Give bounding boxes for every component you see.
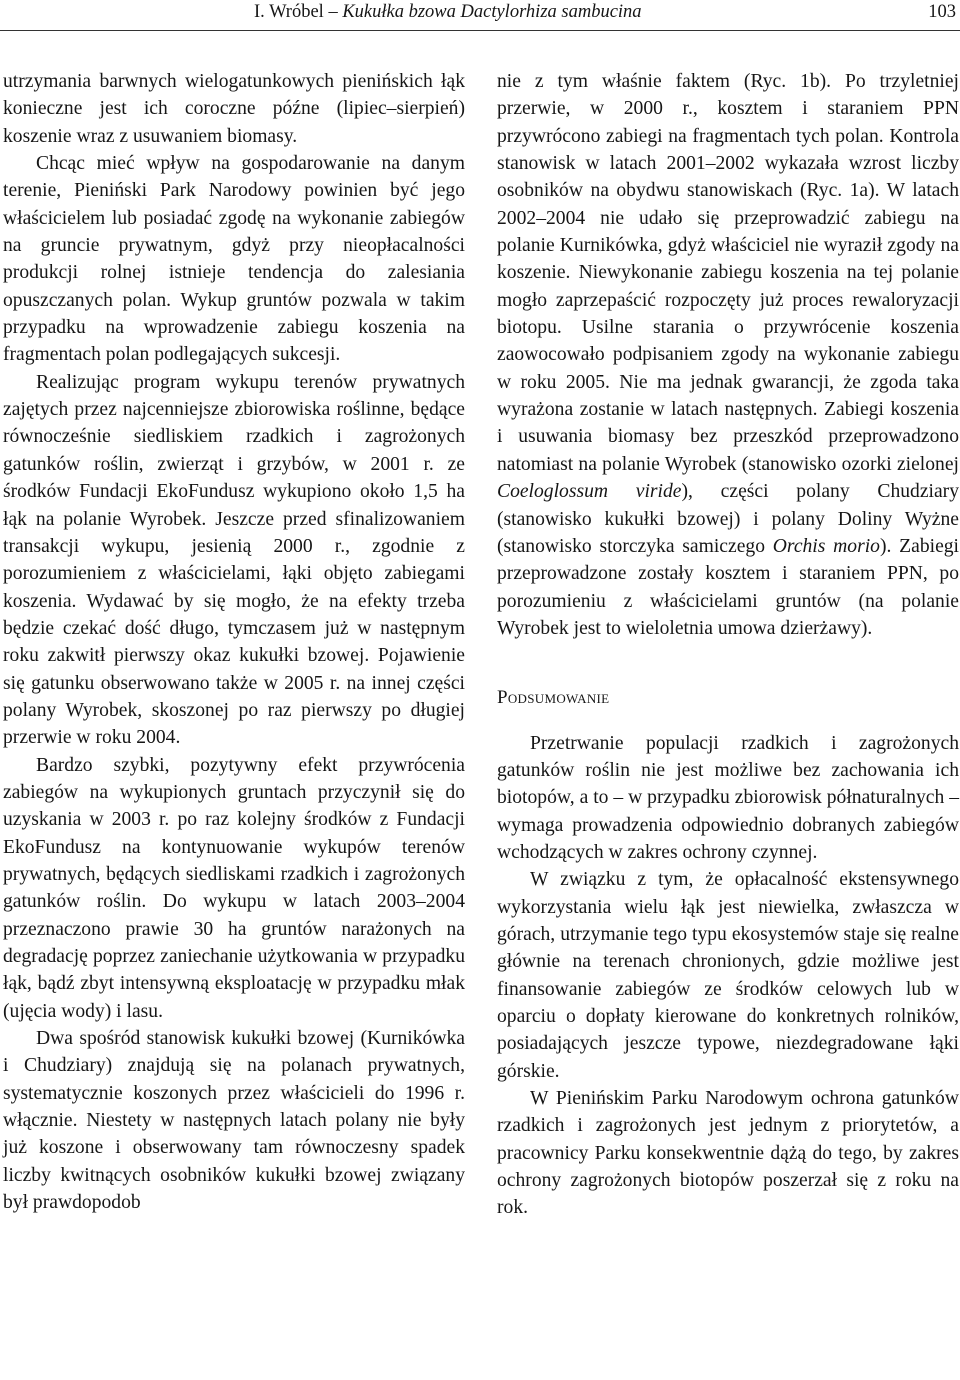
paragraph: Realizując program wykupu terenów prywatnych zajętych przez najcenniejsze zbiorowiska roślinne, będące równocześnie siedliskiem rzadkich i zagrożonych gatunków roślin, zwierząt i grzybów, w 2001 r. ze środków Fundacji EkoFundusz wykupiono około 1,5 ha łąk na polanie Wyrobek. Jeszcze przed sfinalizowaniem transakcji wykupu, jesienią 2000 r., zgodnie z porozumieniem z właścicielami, łąki objęto zabiegami koszenia. Wydawać by się mogło, że na efekty trzeba będzie czekać dość długo, tymczasem już w następnym roku zakwitł pierwszy okaz kukułki bzowej. Pojawienie się gatunku obserwowano także w 2005 r. na innej części polany Wyrobek, skoszonej po raz pierwszy po długiej przerwie w roku 2004. <box>3 371 465 749</box>
text-run: ), części polany Chudziary (stanowisko kukułki bzowej) i polany Doliny Wyżne (stanowisko storczyka samiczego <box>497 481 959 557</box>
paragraph: Bardzo szybki, pozytywny efekt przywrócenia zabiegów na wykupionych gruntach przyczynił się do uzyskania w 2003 r. po raz kolejny środków z Fundacji EkoFundusz na kontynuowanie wykupów terenów prywatnych, będących siedliskami rzadkich i zagrożonych gatunków roślin. Do wykupu w latach 2003–2004 przeznaczono prawie 30 ha gruntów narażonych na degradację poprzez zaniechanie użytkowania w przypadku łąk, bądź zbyt intensywną eksploatację w przypadku młak (ujęcia wody) i lasu. <box>3 754 465 1022</box>
page-number: 103 <box>928 2 956 22</box>
text-run: nie z tym właśnie faktem (Ryc. 1b). Po trzyletniej przerwie, w 2000 r., kosztem i staraniem PPN przywrócono zabiegi na fragmentach tych polan. Kontrola stanowisk w latach 2001–2002 wykazała wzrost liczby osobników na obydwu stanowiskach (Ryc. 1a). W latach 2002–2004 nie udało się przeprowadzić zabiegu na polanie Kurnikówka, gdyż właściciel nie wyraził zgody na koszenie. Niewykonanie zabiegu koszenia na tej polanie mogło zaprzepaścić rozpoczęty już proces rewaloryzacji biotopu. Usilne starania o przywrócenie koszenia zaowocowało podpisaniem zgody na wykonanie zabiegu w roku 2005. Nie ma jednak gwarancji, że zgoda taka wyrażona zostanie w latach następnych. Zabiegi koszenia i usuwania biomasy bez przeszkód przeprowadzono natomiast na polanie Wyrobek (stanowisko ozorki zielonej <box>497 71 959 475</box>
species-name: Coeloglossum viride <box>497 481 682 503</box>
running-header <box>0 0 960 31</box>
paragraph: W Pienińskim Parku Narodowym ochrona gatunków rzadkich i zagrożonych jest jednym z priorytetów, a pracownicy Parku konsekwentnie dążą do tego, by zakres ochrony zagrożonych biotopów poszerzał się z roku na rok. <box>497 1088 959 1219</box>
section-heading: Podsumowanie <box>497 687 610 709</box>
right-column <box>497 68 959 1222</box>
paragraph: Przetrwanie populacji rzadkich i zagrożonych gatunków roślin nie jest możliwe bez zachowania ich biotopów, a to – w przypadku zbiorowisk półnaturalnych – wymaga prowadzenia odpowiednio dobranych zabiegów wchodzących w zakres ochrony czynnej. <box>497 732 959 863</box>
header-author: I. Wróbel <box>254 2 324 22</box>
paragraph: Chcąc mieć wpływ na gospodarowanie na danym terenie, Pieniński Park Narodowy powinien być jego właścicielem lub posiadać zgodę na wykonanie zabiegów na gruncie prywatnym, gdyż przy nieopłacalności produkcji rolnej istnieje tendencja do zalesiania opuszczanych polan. Wykup gruntów pozwala w takim przypadku na wprowadzenie zabiegu koszenia na fragmentach polan podlegających sukcesji. <box>3 153 465 366</box>
header-separator: – <box>328 2 338 22</box>
paragraph: Dwa spośród stanowisk kukułki bzowej (Kurnikówka i Chudziary) znajdują się na polanach prywatnych, systematycznie koszonych przez właścicieli do 1996 r. włącznie. Niestety w następnych latach polany nie były już koszone i obserwowany tam równoczesny spadek liczby kwitnących osobników kukułki bzowej związany był prawdopodob <box>3 1028 465 1214</box>
species-name: Orchis morio <box>772 535 880 557</box>
paragraph: utrzymania barwnych wielogatunkowych pienińskich łąk konieczne jest ich coroczne późne (lipiec–sierpień) koszenie wraz z usuwaniem biomasy. <box>3 71 465 147</box>
paragraph: W związku z tym, że opłacalność ekstensywnego wykorzystania wielu łąk jest niewielka, zwłaszcza w górach, utrzymanie tego typu ekosystemów staje się realne głównie na terenach chronionych, gdzie możliwe jest finansowanie zabiegów ze środków celowych lub w oparciu o dopłaty kierowane do konkretnych rolników, posiadających jeszcze typowe, niezdegradowane łąki górskie. <box>497 869 959 1082</box>
paragraph <box>497 68 959 642</box>
header-author-title <box>254 2 642 23</box>
text-run: ). Zabiegi przeprowadzone zostały kosztem i staraniem PPN, po porozumieniu z właścicielami gruntów (na polanie Wyrobek jest to wieloletnia umowa dzierżawy). <box>497 535 960 639</box>
header-title: Kukułka bzowa Dactylorhiza sambucina <box>342 2 642 22</box>
left-column <box>3 68 465 1216</box>
